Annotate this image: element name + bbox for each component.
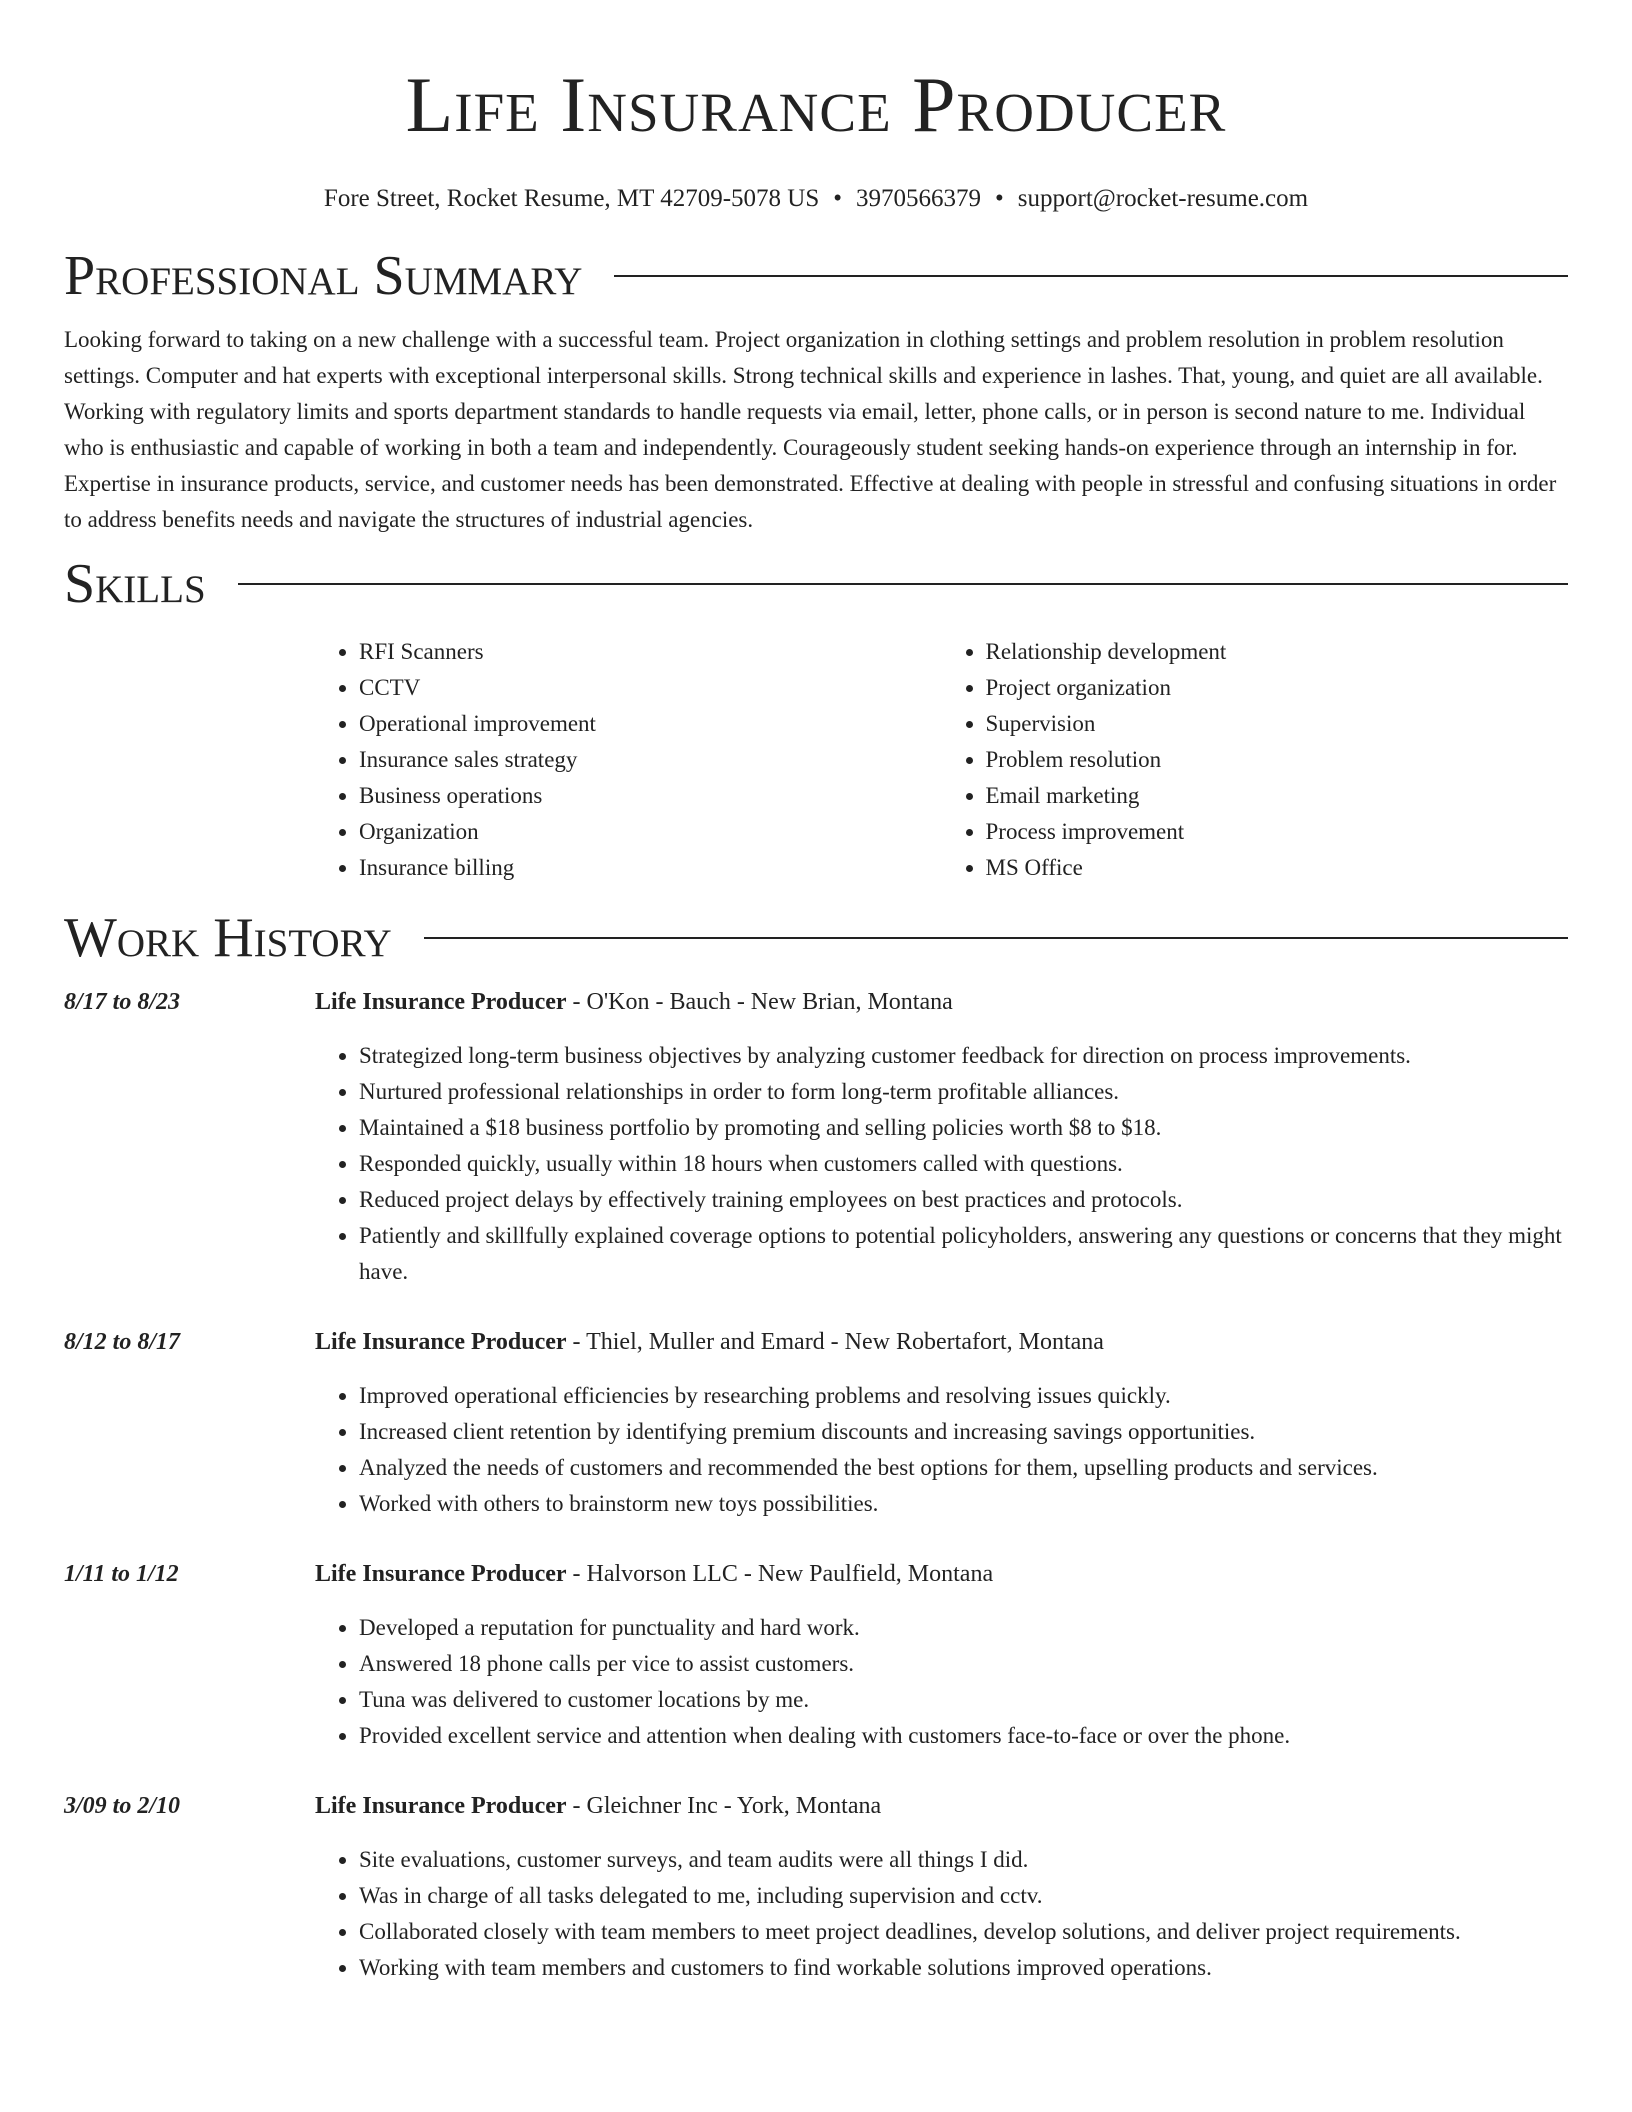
job-title-line: [315, 984, 1568, 1020]
skills-section-title: Skills: [64, 553, 206, 615]
job-bullet: • Reduced project delays by effectively training employees on best practices and protocols.: [359, 1182, 1568, 1218]
job-bullet: • Maintained a $18 business portfolio by promoting and selling policies worth $8 to $18.: [359, 1110, 1568, 1146]
contact-separator: •: [995, 185, 1004, 212]
contact-email: support@rocket-resume.com: [1017, 185, 1309, 212]
job-bullet: • Tuna was delivered to customer locations by me.: [359, 1682, 1568, 1718]
contact-line: [64, 184, 1568, 214]
job-bullet: • Patiently and skillfully explained coverage options to potential policyholders, answering any questions or concerns that they might have.: [359, 1218, 1568, 1290]
job-dates: 3/09 to 2/10: [64, 1793, 181, 1819]
job-body: [315, 1788, 1568, 1986]
skill-item: • CCTV: [359, 670, 942, 706]
job-bullet: • Nurtured professional relationships in order to form long-term profitable alliances.: [359, 1074, 1568, 1110]
job-dates: 8/17 to 8/23: [64, 989, 181, 1015]
job-role: Life Insurance Producer: [315, 989, 567, 1015]
contact-separator: •: [833, 185, 843, 212]
skill-item: • MS Office: [986, 850, 1569, 886]
job-bullet: • Working with team members and customers to find workable solutions improved operations.: [359, 1950, 1568, 1986]
job-bullet-list: [315, 1378, 1568, 1522]
job-dates: 8/12 to 8/17: [64, 1329, 181, 1355]
skill-item: • Operational improvement: [359, 706, 942, 742]
job-bullet: • Collaborated closely with team members to meet project deadlines, develop solutions, and deliver project requirements.: [359, 1914, 1568, 1950]
job-bullet: • Analyzed the needs of customers and recommended the best options for them, upselling products and services.: [359, 1450, 1568, 1486]
job-entry: [64, 1556, 1568, 1754]
section-divider: [238, 583, 1568, 585]
job-body: [315, 1556, 1568, 1754]
skill-item: • Supervision: [986, 706, 1569, 742]
section-divider: [424, 937, 1568, 939]
job-bullet: • Responded quickly, usually within 18 hours when customers called with questions.: [359, 1146, 1568, 1182]
skill-item: • Insurance billing: [359, 850, 942, 886]
work-section-header: [64, 906, 1568, 970]
job-company-location: - O'Kon - Bauch - New Brian, Montana: [566, 989, 953, 1015]
summary-text: Looking forward to taking on a new challenge with a successful team. Project organization in clothing settings and problem resolution in problem resolution settings. Computer and hat experts with exceptional interpersonal skills. Strong technical skills and experience in lashes. That, young, and quiet are all available. Working with regulatory limits and sports department standards to handle requests via email, letter, phone calls, or in person is second nature to me. Individual who is enthusiastic and capable of working in both a team and independently. Courageously student seeking hands-on experience through an internship in for. Expertise in insurance products, service, and customer needs has been demonstrated. Effective at dealing with people in stressful and confusing situations in order to address benefits needs and navigate the structures of industrial agencies.: [64, 327, 1557, 532]
job-bullet: • Worked with others to brainstorm new toys possibilities.: [359, 1486, 1568, 1522]
contact-phone: 3970566379: [856, 185, 982, 212]
skills-section-header: [64, 552, 1568, 616]
section-divider: [614, 275, 1568, 277]
job-role: Life Insurance Producer: [315, 1329, 567, 1355]
summary-section-title: Professional Summary: [64, 245, 583, 307]
job-bullet: • Strategized long-term business objectives by analyzing customer feedback for direction on process improvements.: [359, 1038, 1568, 1074]
job-title-line: [315, 1556, 1568, 1592]
skills-list-left: [315, 634, 942, 886]
summary-section-header: [64, 244, 1568, 308]
job-bullet: • Developed a reputation for punctuality and hard work.: [359, 1610, 1568, 1646]
job-company-location: - Thiel, Muller and Emard - New Robertafort, Montana: [566, 1329, 1104, 1355]
skill-item: • RFI Scanners: [359, 634, 942, 670]
contact-address: Fore Street, Rocket Resume, MT 42709-5078 US: [323, 185, 820, 212]
job-bullet: • Site evaluations, customer surveys, and team audits were all things I did.: [359, 1842, 1568, 1878]
job-bullet: • Was in charge of all tasks delegated to me, including supervision and cctv.: [359, 1878, 1568, 1914]
skill-item: • Business operations: [359, 778, 942, 814]
job-company-location: - Halvorson LLC - New Paulfield, Montana: [566, 1561, 994, 1587]
job-bullet: • Answered 18 phone calls per vice to assist customers.: [359, 1646, 1568, 1682]
job-dates: 1/11 to 1/12: [64, 1561, 179, 1587]
skill-item: • Process improvement: [986, 814, 1569, 850]
job-role: Life Insurance Producer: [315, 1561, 567, 1587]
job-body: [315, 984, 1568, 1290]
skills-list-right: [942, 634, 1569, 886]
job-bullet-list: [315, 1842, 1568, 1986]
job-role: Life Insurance Producer: [315, 1793, 567, 1819]
job-entry: [64, 984, 1568, 1290]
skill-item: • Email marketing: [986, 778, 1569, 814]
job-entry: [64, 1788, 1568, 1986]
job-bullet: • Improved operational efficiencies by researching problems and resolving issues quickly.: [359, 1378, 1568, 1414]
job-entry: [64, 1324, 1568, 1522]
job-bullet: • Provided excellent service and attention when dealing with customers face-to-face or over the phone.: [359, 1718, 1568, 1754]
job-bullet-list: [315, 1038, 1568, 1290]
job-bullet-list: [315, 1610, 1568, 1754]
job-title-line: [315, 1788, 1568, 1824]
skill-item: • Problem resolution: [986, 742, 1569, 778]
skill-item: • Organization: [359, 814, 942, 850]
job-body: [315, 1324, 1568, 1522]
job-bullet: • Increased client retention by identifying premium discounts and increasing savings opportunities.: [359, 1414, 1568, 1450]
resume-name: Life Insurance Producer: [405, 61, 1227, 148]
job-title-line: [315, 1324, 1568, 1360]
work-history-list: [64, 984, 1568, 1986]
skills-grid: [315, 634, 1568, 886]
skill-item: • Project organization: [986, 670, 1569, 706]
skill-item: • Relationship development: [986, 634, 1569, 670]
skill-item: • Insurance sales strategy: [359, 742, 942, 778]
job-company-location: - Gleichner Inc - York, Montana: [566, 1793, 882, 1819]
work-section-title: Work History: [64, 907, 392, 969]
